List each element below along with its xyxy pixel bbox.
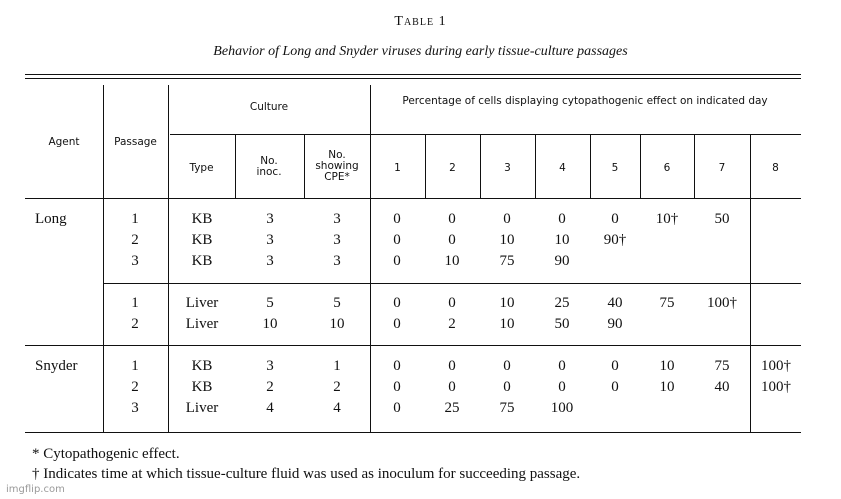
vline-culture-end [370, 85, 371, 432]
vline-day8-end [750, 198, 751, 432]
agent-label: Snyder [35, 358, 78, 374]
table-cell: 0 [448, 379, 456, 395]
table-cell: 1 [131, 358, 139, 374]
table-cell: 10 [499, 316, 515, 332]
table-cell: 0 [393, 400, 401, 416]
table-cell: 0 [448, 295, 456, 311]
table-cell: 100† [761, 358, 791, 374]
table-cell: 10 [262, 316, 278, 332]
table-cell: 75 [659, 295, 675, 311]
table-cell: 5 [333, 295, 341, 311]
table-cell: 3 [266, 211, 274, 227]
table-cell: 10 [499, 295, 515, 311]
header-divider-rule [170, 134, 801, 135]
table-cell: 1 [131, 295, 139, 311]
table-cell: 40 [714, 379, 730, 395]
header-day-8: 8 [772, 162, 779, 174]
table-cell: 2 [266, 379, 274, 395]
table-cell: 5 [266, 295, 274, 311]
table-cell: 0 [393, 358, 401, 374]
table-cell: 0 [393, 379, 401, 395]
table-cell: 50 [554, 316, 570, 332]
table-cell: 4 [266, 400, 274, 416]
table-cell: 90† [603, 232, 627, 248]
header-agent: Agent [48, 136, 80, 148]
table-cell: 3 [131, 253, 139, 269]
table-cell: 75 [499, 400, 515, 416]
header-day-6: 6 [663, 162, 671, 174]
table-cell: 10 [659, 379, 675, 395]
table-cell: 10 [659, 358, 675, 374]
header-passage: Passage [114, 136, 157, 148]
table-cell: 0 [558, 211, 566, 227]
table-cell: 0 [448, 232, 456, 248]
table-cell: 1 [131, 211, 139, 227]
table-cell: 0 [611, 211, 619, 227]
header-day-1: 1 [394, 162, 401, 174]
table-cell: 0 [393, 295, 401, 311]
table-cell: 0 [503, 358, 511, 374]
table-cell: 0 [393, 316, 401, 332]
watermark: imgflip.com [6, 484, 65, 495]
table-cell: 2 [333, 379, 341, 395]
table-cell: Liver [185, 295, 219, 311]
group-divider-rule-1 [103, 283, 801, 284]
table-cell: Liver [185, 400, 219, 416]
table-title: Table 1 [394, 14, 447, 29]
header-day-2: 2 [449, 162, 456, 174]
vline-noinoc [304, 134, 305, 198]
table-cell: 0 [558, 358, 566, 374]
table-cell: KB [191, 211, 213, 227]
table-cell: 3 [266, 253, 274, 269]
table-cell: 10 [499, 232, 515, 248]
table-cell: 3 [333, 211, 341, 227]
bottom-rule [25, 432, 801, 433]
table-cell: 0 [393, 211, 401, 227]
table-cell: 2 [131, 232, 139, 248]
header-bottom-rule [25, 198, 801, 199]
header-percentage: Percentage of cells displaying cytopathogenic effect on indicated day [402, 95, 768, 107]
table-cell: 2 [448, 316, 456, 332]
table-cell: 0 [558, 379, 566, 395]
table-cell: 50 [714, 211, 730, 227]
table-cell: Liver [185, 316, 219, 332]
table-cell: KB [191, 253, 213, 269]
table-cell: 40 [607, 295, 623, 311]
header-type: Type [189, 162, 214, 174]
group-divider-rule-2 [25, 345, 801, 346]
table-cell: 75 [714, 358, 730, 374]
table-cell: KB [191, 232, 213, 248]
table-cell: 3 [266, 232, 274, 248]
top-rule [25, 74, 801, 75]
top-rule-second [25, 78, 801, 79]
table-cell: 1 [333, 358, 341, 374]
header-day-5: 5 [611, 162, 619, 174]
table-cell: 3 [266, 358, 274, 374]
agent-label: Long [35, 211, 67, 227]
table-cell: 100 [550, 400, 574, 416]
table-cell: 0 [393, 253, 401, 269]
vline-type [235, 134, 236, 198]
table-cell: 100† [707, 295, 737, 311]
table-cell: 3 [333, 232, 341, 248]
header-no-showing: No. showing CPE* [315, 149, 359, 183]
table-cell: 10 [444, 253, 460, 269]
table-cell: 90 [607, 316, 623, 332]
table-cell: 0 [448, 211, 456, 227]
table-cell: 3 [333, 253, 341, 269]
table-cell: 2 [131, 316, 139, 332]
header-day-4: 4 [559, 162, 566, 174]
table-cell: 0 [393, 232, 401, 248]
table-cell: 0 [503, 379, 511, 395]
footnote-cpe: * Cytopathogenic effect. [32, 446, 180, 462]
table-cell: 10 [329, 316, 345, 332]
table-cell: 4 [333, 400, 341, 416]
table-cell: 10† [655, 211, 679, 227]
table-cell: 0 [448, 358, 456, 374]
table-cell: 0 [611, 379, 619, 395]
table-cell: 75 [499, 253, 515, 269]
table-cell: KB [191, 358, 213, 374]
header-culture: Culture [249, 101, 289, 113]
vline-passage [168, 85, 169, 432]
footnote-dagger: † Indicates time at which tissue-culture fluid was used as inoculum for succeeding passage. [32, 466, 581, 482]
header-no-inoc: No. inoc. [256, 155, 282, 178]
header-day-7: 7 [718, 162, 726, 174]
table-cell: 90 [554, 253, 570, 269]
table-caption: Behavior of Long and Snyder viruses during early tissue-culture passages [213, 44, 628, 59]
header-day-3: 3 [504, 162, 511, 174]
table-cell: 0 [503, 211, 511, 227]
table-cell: KB [191, 379, 213, 395]
table-cell: 2 [131, 379, 139, 395]
table-cell: 0 [611, 358, 619, 374]
table-cell: 25 [444, 400, 460, 416]
table-cell: 25 [554, 295, 570, 311]
table-cell: 100† [761, 379, 791, 395]
table-cell: 3 [131, 400, 139, 416]
table-cell: 10 [554, 232, 570, 248]
